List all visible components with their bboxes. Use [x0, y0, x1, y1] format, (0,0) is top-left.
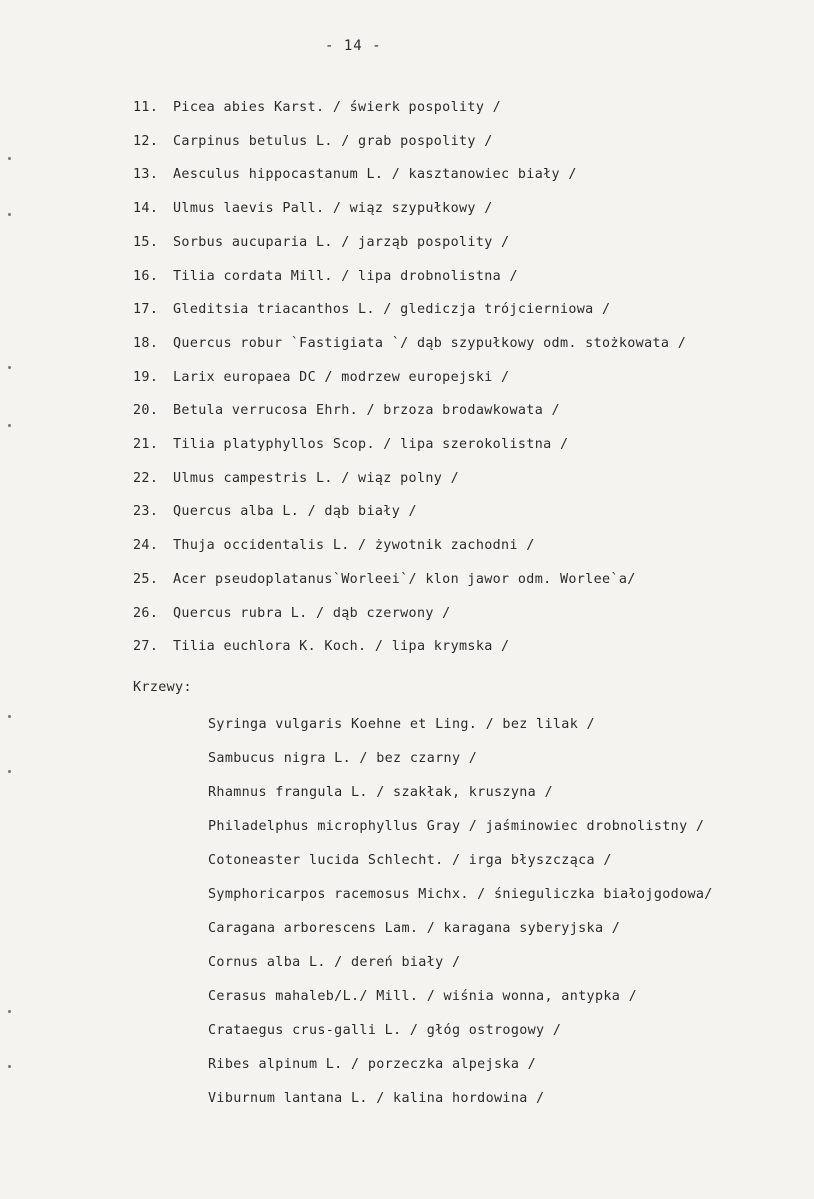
shrub-list-item: Crataegus crus-galli L. / głóg ostrogowy /: [208, 1023, 562, 1038]
shrub-list-item: Philadelphus microphyllus Gray / jaśminowiec drobnolistny /: [208, 819, 705, 834]
shrub-list-item: Viburnum lantana L. / kalina hordowina /: [208, 1091, 545, 1106]
item-text: Quercus robur `Fastigiata `/ dąb szypułkowy odm. stożkowata /: [173, 336, 687, 351]
page-number: - 14 -: [325, 38, 382, 54]
tree-list-item: [133, 100, 501, 116]
item-number: 12.: [133, 134, 159, 149]
item-text: Tilia cordata Mill. / lipa drobnolistna /: [173, 269, 518, 284]
item-number: 22.: [133, 471, 159, 486]
shrubs-heading: Krzewy:: [133, 680, 192, 695]
item-number: 17.: [133, 302, 159, 317]
item-number: 19.: [133, 370, 159, 385]
tree-list-item: [133, 269, 518, 285]
item-text: Larix europaea DC / modrzew europejski /: [173, 370, 510, 385]
tree-list-item: [133, 167, 577, 183]
item-text: Quercus rubra L. / dąb czerwony /: [173, 606, 451, 621]
margin-dot: [8, 770, 11, 773]
shrub-list-item: Symphoricarpos racemosus Michx. / śnieguliczka białojgodowa/: [208, 887, 713, 902]
shrub-list-item: Caragana arborescens Lam. / karagana syberyjska /: [208, 921, 621, 936]
tree-list-item: [133, 437, 568, 453]
item-text: Tilia euchlora K. Koch. / lipa krymska /: [173, 639, 510, 654]
item-number: 13.: [133, 167, 159, 182]
item-number: 25.: [133, 572, 159, 587]
shrub-list-item: Cotoneaster lucida Schlecht. / irga błyszcząca /: [208, 853, 612, 868]
item-number: 11.: [133, 100, 159, 115]
margin-dot: [8, 366, 11, 369]
tree-list-item: [133, 504, 417, 520]
item-number: 26.: [133, 606, 159, 621]
tree-list-item: [133, 370, 509, 386]
item-text: Ulmus campestris L. / wiąz polny /: [173, 471, 460, 486]
tree-list-item: [133, 235, 509, 251]
tree-list-item: [133, 403, 560, 419]
item-text: Quercus alba L. / dąb biały /: [173, 504, 417, 519]
tree-list-item: [133, 336, 686, 352]
item-text: Aesculus hippocastanum L. / kasztanowiec biały /: [173, 167, 577, 182]
tree-list-item: [133, 201, 493, 217]
item-text: Carpinus betulus L. / grab pospolity /: [173, 134, 493, 149]
item-number: 14.: [133, 201, 159, 216]
item-text: Gleditsia triacanthos L. / glediczja trójcierniowa /: [173, 302, 611, 317]
tree-list-item: [133, 639, 509, 655]
item-number: 21.: [133, 437, 159, 452]
item-number: 23.: [133, 504, 159, 519]
item-number: 24.: [133, 538, 159, 553]
shrub-list-item: Rhamnus frangula L. / szakłak, kruszyna /: [208, 785, 553, 800]
item-text: Thuja occidentalis L. / żywotnik zachodni /: [173, 538, 535, 553]
shrub-list-item: Syringa vulgaris Koehne et Ling. / bez lilak /: [208, 717, 595, 732]
margin-dot: [8, 715, 11, 718]
item-text: Acer pseudoplatanus`Worleei`/ klon jawor odm. Worlee`a/: [173, 572, 636, 587]
item-text: Picea abies Karst. / świerk pospolity /: [173, 100, 502, 115]
margin-dot: [8, 213, 11, 216]
item-text: Ulmus laevis Pall. / wiąz szypułkowy /: [173, 201, 493, 216]
tree-list-item: [133, 572, 636, 588]
margin-dot: [8, 424, 11, 427]
tree-list-item: [133, 471, 459, 487]
item-number: 20.: [133, 403, 159, 418]
margin-dot: [8, 157, 11, 160]
shrub-list-item: Ribes alpinum L. / porzeczka alpejska /: [208, 1057, 537, 1072]
margin-dot: [8, 1010, 11, 1013]
margin-dot: [8, 1065, 11, 1068]
item-text: Sorbus aucuparia L. / jarząb pospolity /: [173, 235, 510, 250]
item-number: 15.: [133, 235, 159, 250]
shrub-list-item: Cerasus mahaleb/L./ Mill. / wiśnia wonna, antypka /: [208, 989, 638, 1004]
shrub-list-item: Sambucus nigra L. / bez czarny /: [208, 751, 478, 766]
tree-list-item: [133, 538, 535, 554]
item-text: Betula verrucosa Ehrh. / brzoza brodawkowata /: [173, 403, 560, 418]
item-number: 18.: [133, 336, 159, 351]
tree-list-item: [133, 606, 451, 622]
tree-list-item: [133, 302, 610, 318]
item-text: Tilia platyphyllos Scop. / lipa szerokolistna /: [173, 437, 569, 452]
tree-list-item: [133, 134, 493, 150]
item-number: 27.: [133, 639, 159, 654]
item-number: 16.: [133, 269, 159, 284]
shrub-list-item: Cornus alba L. / dereń biały /: [208, 955, 461, 970]
